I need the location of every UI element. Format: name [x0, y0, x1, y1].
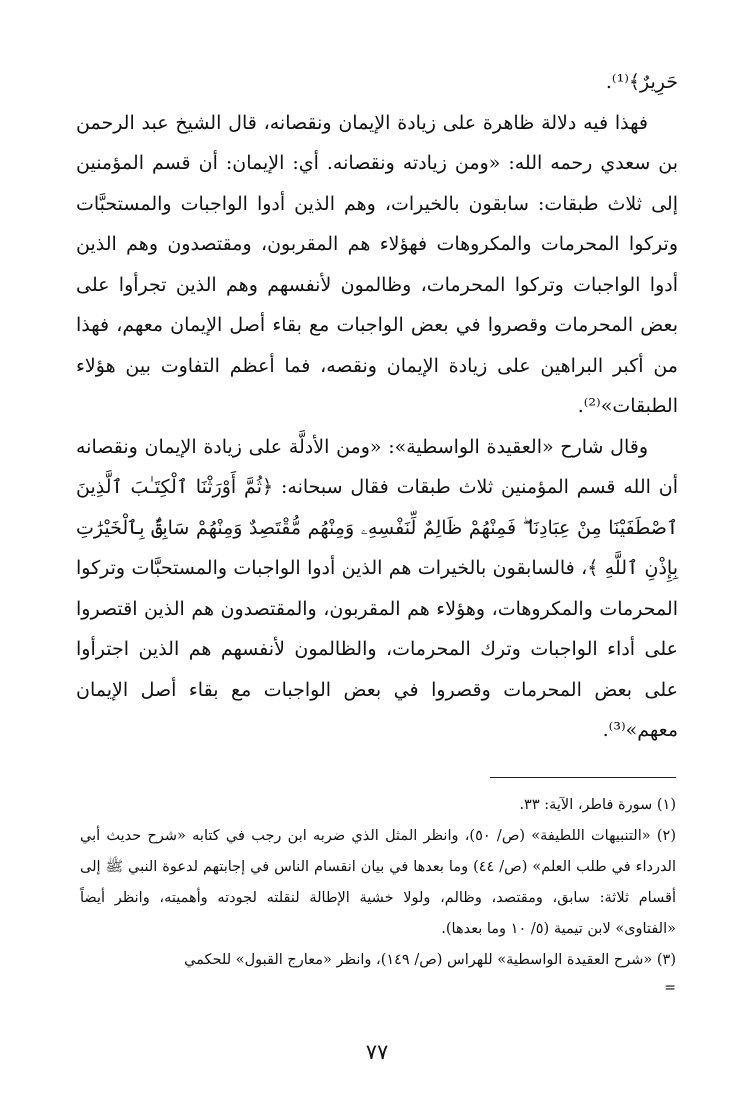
- footnote-2: (٢) «التنبيهات اللطيفة» (ص/ ٥٠)، وانظر المثل الذي ضربه ابن رجب في كتابه «شرح حديث أبي الدرداء في طلب العلم» (ص/ ٤٤) وما بعدها في بيان انقسام الناس في إجابتهم لدعوة النبي ﷺ إلى أقسام ثلاثة: سابق، ومقتصد، وظالم، ولولا خشية الإطالة لنقلته لجودته وأهميته، وانظر أيضاً «الفتاوى» لابن تيمية (٥/ ١٠ وما بعدها).: [80, 828, 677, 937]
- footnote-3: (٣) «شرح العقيدة الواسطية» للهراس (ص/ ١٤٩)، وانظر «معارج القبول» للحكمي: [184, 952, 676, 968]
- footnote-continuation-mark: =: [664, 980, 676, 996]
- footnote-separator: [490, 777, 676, 778]
- paragraph-ibn-saadi: فهذا فيه دلالة ظاهرة على زيادة الإيمان ونقصانه، قال الشيخ عبد الرحمن بن سعدي رحمه الله: «ومن زيادته ونقصانه. أي: الإيمان: أن قسم المؤمنين إلى ثلاث طبقات: سابقون بالخيرات، وهم الذين أدوا الواجبات والمستحبَّات وتركوا المحرمات والمكروهات فهؤلاء هم المقربون، ومقتصدون وهم الذين أدوا الواجبات وتركوا المحرمات، وظالمون لأنفسهم وهم الذين تجرأوا على بعض المحرمات وقصروا في بعض الواجبات مع بقاء أصل الإيمان معهم، فهذا من أكبر البراهين على زيادة الإيمان ونقصه، فما أعظم التفاوت بين هؤلاء الطبقات»⁽²⁾.: [76, 111, 678, 417]
- footnotes: [80, 790, 676, 1000]
- main-text: [76, 62, 678, 751]
- footnote-1: (١) سورة فاطر، الآية: ٣٣.: [519, 797, 676, 813]
- page-number: ٧٧: [365, 1040, 389, 1064]
- paragraph-wasitiyyah: وقال شارح «العقيدة الواسطية»: «ومن الأدلَّة على زيادة الإيمان ونقصانه أن الله قسم المؤمنين ثلاث طبقات فقال سبحانه: ﴿ثُمَّ أَوْرَثْنَا ٱلْكِتَـٰبَ ٱلَّذِينَ ٱصْطَفَيْنَا مِنْ عِبَادِنَا ۖ فَمِنْهُمْ ظَالِمٌ لِّنَفْسِهِۦ وَمِنْهُم مُّقْتَصِدٌ وَمِنْهُمْ سَابِقٌۢ بِٱلْخَيْرَٰتِ بِإِذْنِ ٱللَّهِ ﴾، فالسابقون بالخيرات هم الذين أدوا الواجبات والمستحبَّات وتركوا المحرمات والمكروهات، وهؤلاء هم المقربون، والمقتصدون هم الذين اقتصروا على أداء الواجبات وترك المحرمات، والظالمون لأنفسهم هم الذين اجترأوا على بعض المحرمات وقصروا في بعض الواجبات مع بقاء أصل الإيمان معهم»⁽³⁾.: [76, 435, 678, 741]
- paragraph-verse-end: حَرِيرٌ﴾⁽¹⁾.: [605, 71, 678, 93]
